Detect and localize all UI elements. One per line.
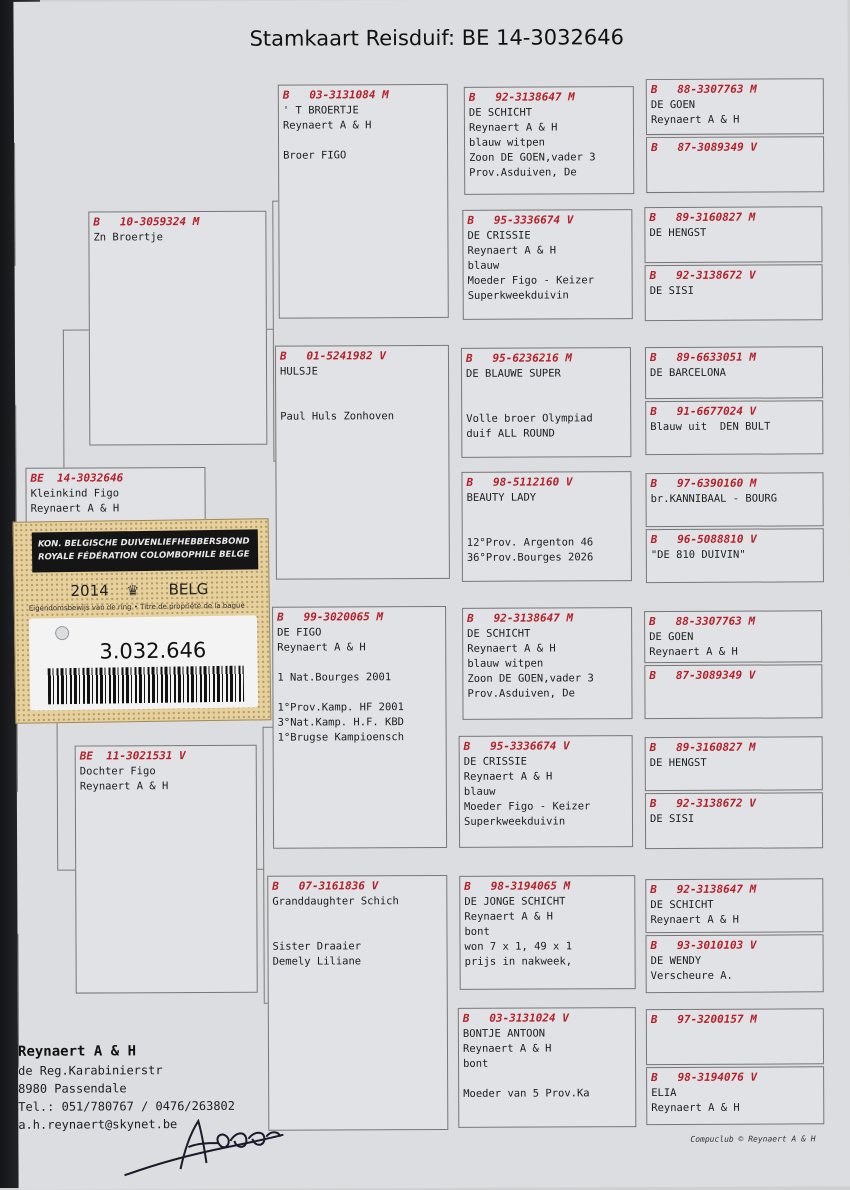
pigeon-info-line: duif ALL ROUND xyxy=(466,426,626,442)
signature-scribble xyxy=(118,1113,288,1184)
ring-number: B 95-3336674 V xyxy=(464,739,628,754)
ring-certificate-tag xyxy=(13,518,272,724)
ring-number: B 10-3059324 M xyxy=(93,215,261,230)
pedigree-ancestor xyxy=(644,664,822,719)
pigeon-info-line: BEAUTY LADY xyxy=(467,490,627,506)
pedigree-great-grandparent xyxy=(459,735,633,848)
pigeon-info-line: Superkweekduivin xyxy=(468,288,628,304)
ring-number: B 89-6633051 M xyxy=(650,350,818,365)
footer-credit: Compuclub © Reynaert A & H xyxy=(690,1134,815,1144)
pigeon-info-line: Superkweekduivin xyxy=(464,814,628,830)
pigeon-info-line: DE SISI xyxy=(650,283,818,299)
ring-number: B 96-5088810 V xyxy=(651,532,819,547)
pigeon-info-line: "DE 810 DUIVIN" xyxy=(651,547,819,563)
ring-number: B 92-3138672 V xyxy=(650,268,818,283)
crown-crest-icon: ♛ xyxy=(126,583,139,599)
pigeon-info-line: Reynaert A & H xyxy=(464,909,630,925)
pigeon-info-line: bont xyxy=(464,924,630,940)
ring-number: B 07-3161836 V xyxy=(272,879,442,894)
pigeon-info-line: 1°Brugse Kampioensch xyxy=(278,730,442,746)
owner-phone: Tel.: 051/780767 / 0476/263802 xyxy=(18,1097,235,1116)
pedigree-ancestor xyxy=(645,400,823,455)
pigeon-info-line: Paul Huls Zonhoven xyxy=(280,409,444,425)
pigeon-info-line: DE HENGST xyxy=(650,755,818,771)
pedigree-ancestor xyxy=(644,610,822,663)
pigeon-info-line: DE FIGO xyxy=(277,625,441,641)
pigeon-info-line: Reynaert A & H xyxy=(464,769,628,785)
pigeon-info-line: Reynaert A & H xyxy=(283,118,443,134)
pigeon-info-line: Moeder van 5 Prov.Ka xyxy=(463,1086,631,1102)
pigeon-info-line: 36°Prov.Bourges 2026 xyxy=(467,550,627,566)
connector-line xyxy=(57,870,75,871)
pigeon-info-line: Reynaert A & H xyxy=(31,501,201,517)
ring-country: BELG xyxy=(168,580,208,599)
barcode-icon xyxy=(48,666,244,705)
ring-number: BE 11-3021531 V xyxy=(80,749,252,764)
ring-number: B 92-3138647 M xyxy=(467,611,627,626)
pedigree-great-grandparent xyxy=(461,471,631,582)
connector-line xyxy=(263,727,265,1003)
pigeon-info-line: DE CRISSIE xyxy=(464,754,628,770)
ring-number: B 89-3160827 M xyxy=(649,210,817,225)
pedigree-great-grandparent xyxy=(461,347,631,458)
pigeon-info-line: DE SCHICHT xyxy=(469,105,629,121)
ring-number: B 98-3194065 M xyxy=(464,879,630,894)
pigeon-info-line: 1 Nat.Bourges 2001 xyxy=(277,670,441,686)
pigeon-info-line: Reynaert A & H xyxy=(651,112,819,128)
page-title: Stamkaart Reisduif: BE 14-3032646 xyxy=(250,25,624,51)
pigeon-info-line: Dochter Figo xyxy=(80,764,252,780)
pigeon-info-line xyxy=(272,924,442,940)
pigeon-info-line: Reynaert A & H xyxy=(277,640,441,656)
pigeon-info-line: bont xyxy=(463,1056,631,1072)
ring-number: B 87-3089349 V xyxy=(651,140,819,155)
pigeon-info-line: ' T BROERTJE xyxy=(283,103,443,119)
pigeon-info-line: Zoon DE GOEN,vader 3 xyxy=(469,150,629,166)
pigeon-info-line: 12°Prov. Argenton 46 xyxy=(467,535,627,551)
pigeon-info-line: Reynaert A & H xyxy=(467,641,627,657)
pigeon-info-line: 3°Nat.Kamp. H.F. KBD xyxy=(278,715,442,731)
ring-number: B 91-6677024 V xyxy=(650,404,818,419)
pedigree-ancestor xyxy=(645,736,823,791)
ring-number: B 93-3010103 V xyxy=(651,938,819,953)
pedigree-ancestor xyxy=(645,472,823,527)
ring-number: B 03-3131084 M xyxy=(283,88,443,103)
ring-number: B 87-3089349 V xyxy=(649,668,817,683)
pigeon-info-line: Reynaert A & H xyxy=(651,1100,819,1116)
pigeon-info-line: ELIA xyxy=(651,1085,819,1101)
pigeon-info-line: DE SCHICHT xyxy=(650,897,818,913)
connector-line xyxy=(15,405,17,528)
connector-line xyxy=(63,330,65,468)
pigeon-info-line: Broer FIGO xyxy=(283,148,443,164)
ring-number: 3.032.646 xyxy=(99,638,206,663)
pedigree-sire xyxy=(88,211,267,446)
ring-number: B 01-5241982 V xyxy=(280,349,444,364)
connector-line xyxy=(267,329,273,330)
pedigree-dam xyxy=(75,745,258,994)
pedigree-ancestor xyxy=(645,264,823,321)
ring-number: B 98-3194076 V xyxy=(651,1070,819,1085)
federation-header: KON. BELGISCHE DUIVENLIEFHEBBERSBOND ROYALE FÉDÉRATION COLOMBOPHILE BELGE xyxy=(32,529,259,572)
pigeon-info-line: won 7 x 1, 49 x 1 xyxy=(465,939,631,955)
pigeon-info-line: blauw witpen xyxy=(469,135,629,151)
pigeon-info-line: DE GOEN xyxy=(651,97,819,113)
pedigree-subject xyxy=(25,467,205,524)
pigeon-info-line xyxy=(277,685,441,701)
connector-line xyxy=(272,201,274,461)
pedigree-ancestor xyxy=(646,78,824,135)
pedigree-ancestor xyxy=(645,346,823,399)
ring-number: B 99-3020065 M xyxy=(277,610,441,625)
connector-line xyxy=(14,143,16,266)
ring-number: B 97-6390160 M xyxy=(650,476,818,491)
pedigree-grandparent xyxy=(275,345,450,580)
pigeon-info-line: Blauw uit DEN BULT xyxy=(650,419,818,435)
pigeon-info-line xyxy=(283,133,443,149)
pedigree-ancestor xyxy=(646,1066,824,1125)
pigeon-info-line: DE GOEN xyxy=(649,629,817,645)
pedigree-ancestor xyxy=(646,136,824,193)
pigeon-info-line: Verscheure A. xyxy=(651,968,819,984)
pigeon-info-line: blauw witpen xyxy=(467,656,627,672)
pigeon-info-line: Reynaert A & H xyxy=(650,912,818,928)
pigeon-info-line: Reynaert A & H xyxy=(469,120,629,136)
pigeon-info-line: DE SISI xyxy=(650,811,818,827)
ring-number: B 92-3138647 M xyxy=(650,882,818,897)
owner-street: de Reg.Karabinierstr xyxy=(18,1061,235,1080)
pedigree-tree xyxy=(13,0,847,2)
pigeon-info-line xyxy=(277,655,441,671)
pigeon-info-line: DE CRISSIE xyxy=(467,228,627,244)
pigeon-info-line: DE JONGE SCHICHT xyxy=(464,894,630,910)
tag-hole xyxy=(55,626,69,640)
pigeon-info-line: DE WENDY xyxy=(651,953,819,969)
pigeon-info-line: Prov.Asduiven, De xyxy=(469,165,629,181)
pigeon-info-line xyxy=(467,520,627,536)
connector-line xyxy=(63,329,89,330)
connector-line xyxy=(257,869,263,870)
ring-number: B 95-3336674 V xyxy=(467,213,627,228)
pedigree-grandparent xyxy=(278,84,449,319)
pigeon-info-line: DE BLAUWE SUPER xyxy=(466,366,626,382)
pedigree-great-grandparent xyxy=(462,607,632,720)
pigeon-info-line: DE SCHICHT xyxy=(467,626,627,642)
owner-city: 8980 Passendale xyxy=(18,1079,235,1098)
ring-number: B 88-3307763 M xyxy=(651,82,819,97)
ring-number: B 92-3138647 M xyxy=(469,90,629,105)
ring-year: 2014 xyxy=(70,581,108,600)
ring-number: B 98-5112160 V xyxy=(466,475,626,490)
pigeon-info-line: blauw xyxy=(464,784,628,800)
ring-number: B 89-3160827 M xyxy=(650,740,818,755)
pigeon-info-line: Demely Liliane xyxy=(273,954,443,970)
ring-number: BE 14-3032646 xyxy=(30,471,200,486)
pigeon-info-line: blauw xyxy=(468,258,628,274)
owner-email: a.h.reynaert@skynet.be xyxy=(18,1115,235,1134)
pigeon-info-line xyxy=(272,909,442,925)
pigeon-info-line: prijs in nakweek, xyxy=(465,954,631,970)
pigeon-info-line: Granddaughter Schich xyxy=(272,894,442,910)
pigeon-info-line: Reynaert A & H xyxy=(649,644,817,660)
ring-number: B 92-3138672 V xyxy=(650,796,818,811)
pigeon-info-line xyxy=(463,1071,631,1087)
pedigree-great-grandparent xyxy=(464,86,634,195)
pigeon-info-line: Moeder Figo - Keizer xyxy=(464,799,628,815)
pedigree-ancestor xyxy=(645,878,823,933)
pedigree-great-grandparent xyxy=(459,875,635,990)
pigeon-info-line: Reynaert A & H xyxy=(80,779,252,795)
ring-number: B 88-3307763 M xyxy=(649,614,817,629)
pedigree-ancestor xyxy=(645,934,823,993)
connector-line xyxy=(263,727,273,728)
pigeon-info-line: Zoon DE GOEN,vader 3 xyxy=(467,671,627,687)
pigeon-info-line: Volle broer Olympiad xyxy=(466,411,626,427)
pigeon-info-line: Prov.Asduiven, De xyxy=(467,686,627,702)
pedigree-great-grandparent xyxy=(458,1007,637,1128)
ring-number: B 97-3200157 M xyxy=(651,1012,819,1027)
pigeon-info-line: br.KANNIBAAL - BOURG xyxy=(651,491,819,507)
ring-number: B 95-6236216 M xyxy=(466,351,626,366)
pedigree-ancestor xyxy=(646,1008,824,1065)
pedigree-ancestor xyxy=(646,528,824,583)
pigeon-info-line: Reynaert A & H xyxy=(463,1041,631,1057)
pedigree-ancestor xyxy=(644,206,822,263)
pigeon-info-line xyxy=(466,381,626,397)
pigeon-info-line: HULSJE xyxy=(280,364,444,380)
pigeon-info-line: Zn Broertje xyxy=(93,230,261,246)
pedigree-grandparent xyxy=(267,875,448,1131)
pigeon-info-line xyxy=(280,379,444,395)
pigeon-info-line: Moeder Figo - Keizer xyxy=(468,273,628,289)
pigeon-info-line xyxy=(466,396,626,412)
pedigree-ancestor xyxy=(645,792,823,849)
pigeon-info-line: Kleinkind Figo xyxy=(31,486,201,502)
owner-name: Reynaert A & H xyxy=(18,1041,235,1062)
pigeon-info-line: BONTJE ANTOON xyxy=(463,1026,631,1042)
pigeon-info-line: 1°Prov.Kamp. HF 2001 xyxy=(277,700,441,716)
pigeon-info-line: DE BARCELONA xyxy=(650,365,818,381)
pedigree-great-grandparent xyxy=(462,209,632,320)
pigeon-info-line: Sister Draaier xyxy=(273,939,443,955)
pigeon-info-line xyxy=(467,505,627,521)
pigeon-info-line: DE HENGST xyxy=(649,225,817,241)
pigeon-info-line: Reynaert A & H xyxy=(467,243,627,259)
pigeon-info-line xyxy=(280,394,444,410)
pedigree-connector-lines xyxy=(13,0,847,2)
pedigree-grandparent xyxy=(272,606,447,849)
ownership-note: Eigendomsbewijs van de ring • Titre de propriété de la bague xyxy=(29,602,245,613)
ring-number: B 03-3131024 V xyxy=(463,1011,631,1026)
